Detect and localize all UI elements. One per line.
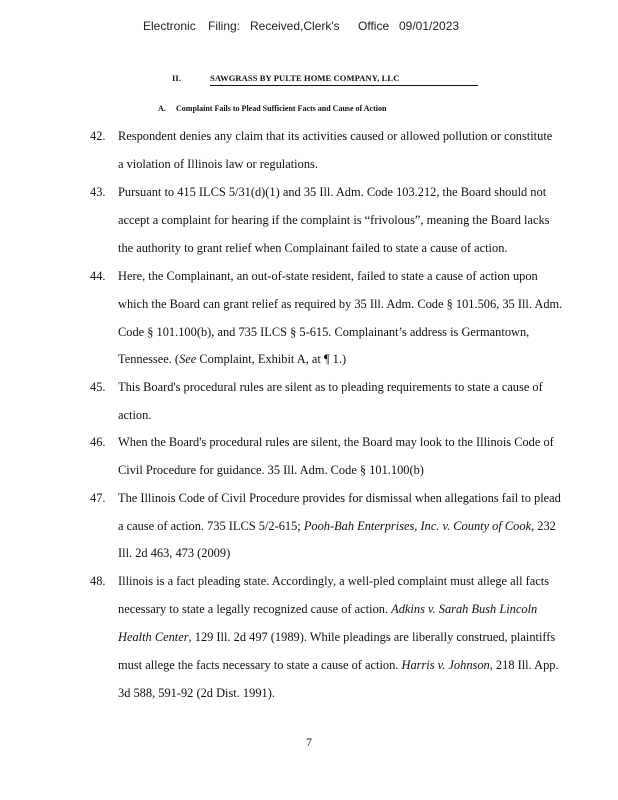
header-filing: Filing: [208, 19, 241, 33]
paragraph-line: The Illinois Code of Civil Procedure provides for dismissal when allegations fail to plead [118, 491, 561, 505]
paragraph-line: Code § 101.100(b), and 735 ILCS § 5-615. Complainant’s address is Germantown, [118, 325, 530, 339]
paragraph-line: Ill. 2d 463, 473 (2009) [118, 546, 231, 560]
subheading-letter: A. [158, 104, 166, 113]
header-office: Office [358, 19, 390, 33]
page-number: 7 [306, 735, 312, 749]
paragraph-number: 46. [90, 435, 106, 449]
section-title: SAWGRASS BY PULTE HOME COMPANY, LLC [210, 73, 478, 86]
paragraph-line: action. [118, 408, 152, 422]
header-received: Received,Clerk's [250, 19, 340, 33]
paragraph-line: Pursuant to 415 ILCS 5/31(d)(1) and 35 Ill. Adm. Code 103.212, the Board should not [118, 185, 547, 199]
paragraph-number: 47. [90, 491, 106, 505]
paragraph-number: 48. [90, 574, 106, 588]
paragraph-line: a violation of Illinois law or regulations. [118, 157, 318, 171]
paragraph-line: the authority to grant relief when Complainant failed to state a cause of action. [118, 241, 508, 255]
paragraph-number: 43. [90, 185, 106, 199]
paragraph-line: Respondent denies any claim that its activities caused or allowed pollution or constitute [118, 129, 553, 143]
header-date: 09/01/2023 [399, 19, 460, 33]
paragraph-line: accept a complaint for hearing if the complaint is “frivolous”, meaning the Board lacks [118, 213, 550, 227]
paragraph-line: 3d 588, 591-92 (2d Dist. 1991). [118, 686, 275, 700]
paragraph-line: a cause of action. 735 ILCS 5/2-615; Pooh-Bah Enterprises, Inc. v. County of Cook, 232 [118, 519, 556, 533]
paragraph-number: 42. [90, 129, 106, 143]
paragraph-line: necessary to state a legally recognized cause of action. Adkins v. Sarah Bush Lincoln [118, 602, 538, 616]
paragraph-line: When the Board's procedural rules are silent, the Board may look to the Illinois Code of [118, 435, 554, 449]
paragraph-line: Tennessee. (See Complaint, Exhibit A, at ¶ 1.) [118, 352, 347, 366]
section-number: II. [172, 73, 182, 83]
paragraph-line: Illinois is a fact pleading state. Accordingly, a well-pled complaint must allege all facts [118, 574, 550, 588]
header-electronic: Electronic [143, 19, 196, 33]
paragraph-number: 44. [90, 269, 106, 283]
subheading-text: Complaint Fails to Plead Sufficient Facts and Cause of Action [176, 104, 387, 113]
paragraph-line: This Board's procedural rules are silent as to pleading requirements to state a cause of [118, 380, 543, 394]
paragraph-line: Health Center, 129 Ill. 2d 497 (1989). While pleadings are liberally construed, plaintiffs [118, 630, 556, 644]
paragraph-line: must allege the facts necessary to state a cause of action. Harris v. Johnson, 218 Ill. App. [118, 658, 559, 672]
paragraph-line: Here, the Complainant, an out-of-state resident, failed to state a cause of action upon [118, 269, 538, 283]
paragraph-line: Civil Procedure for guidance. 35 Ill. Adm. Code § 101.100(b) [118, 463, 424, 477]
paragraph-number: 45. [90, 380, 106, 394]
paragraph-line: which the Board can grant relief as required by 35 Ill. Adm. Code § 101.506, 35 Ill. Adm. [118, 297, 563, 311]
